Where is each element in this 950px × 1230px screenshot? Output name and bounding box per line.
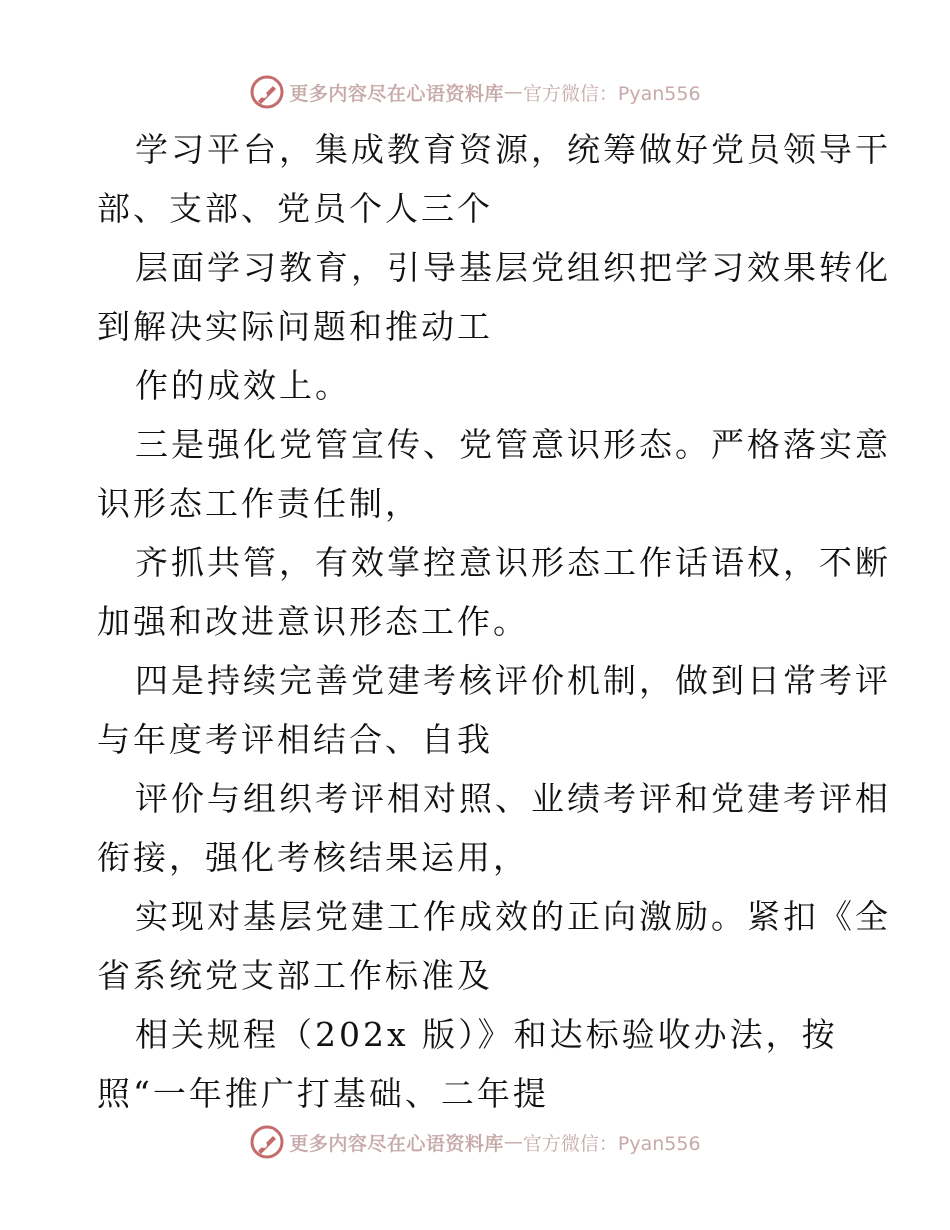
banner-wechat: 官方微信：Pyan556 — [522, 82, 701, 105]
text-line: 与年度考评相结合、自我 — [97, 720, 493, 759]
text-line: 评价与组织考评相对照、业绩考评和党建考评相 — [135, 779, 891, 818]
text-line: 相关规程（202x 版）》和达标验收办法，按 — [135, 1015, 838, 1054]
text-line: 衔接，强化考核结果运用， — [97, 838, 529, 877]
banner-dash: — — [503, 1131, 523, 1153]
text-line: 照“一年推广打基础、二年提 — [97, 1074, 549, 1113]
document-body — [97, 120, 891, 1123]
banner-wechat: 官方微信：Pyan556 — [522, 1132, 701, 1155]
footer-banner — [0, 1120, 950, 1164]
text-line: 实现对基层党建工作成效的正向激励。紧扣《全 — [135, 897, 891, 936]
text-line: 层面学习教育，引导基层党组织把学习效果转化 — [135, 248, 891, 287]
banner-text: 更多内容尽在心语资料库 — [289, 1132, 504, 1155]
text-line: 加强和改进意识形态工作。 — [97, 602, 529, 641]
text-line: 三是强化党管宣传、党管意识形态。严格落实意 — [135, 425, 891, 464]
text-line: 作的成效上。 — [135, 366, 351, 405]
text-line: 齐抓共管，有效掌控意识形态工作话语权，不断 — [135, 543, 891, 582]
text-line: 部、支部、党员个人三个 — [97, 189, 493, 228]
banner-text: 更多内容尽在心语资料库 — [289, 82, 504, 105]
text-line: 省系统党支部工作标准及 — [97, 956, 493, 995]
text-line: 到解决实际问题和推动工 — [97, 307, 493, 346]
pen-logo-icon — [249, 74, 285, 110]
header-banner — [0, 70, 950, 114]
text-line: 四是持续完善党建考核评价机制，做到日常考评 — [135, 661, 891, 700]
text-line: 学习平台，集成教育资源，统筹做好党员领导干 — [135, 130, 891, 169]
text-line: 识形态工作责任制， — [97, 484, 421, 523]
pen-logo-icon — [249, 1124, 285, 1160]
banner-dash: — — [503, 81, 523, 103]
